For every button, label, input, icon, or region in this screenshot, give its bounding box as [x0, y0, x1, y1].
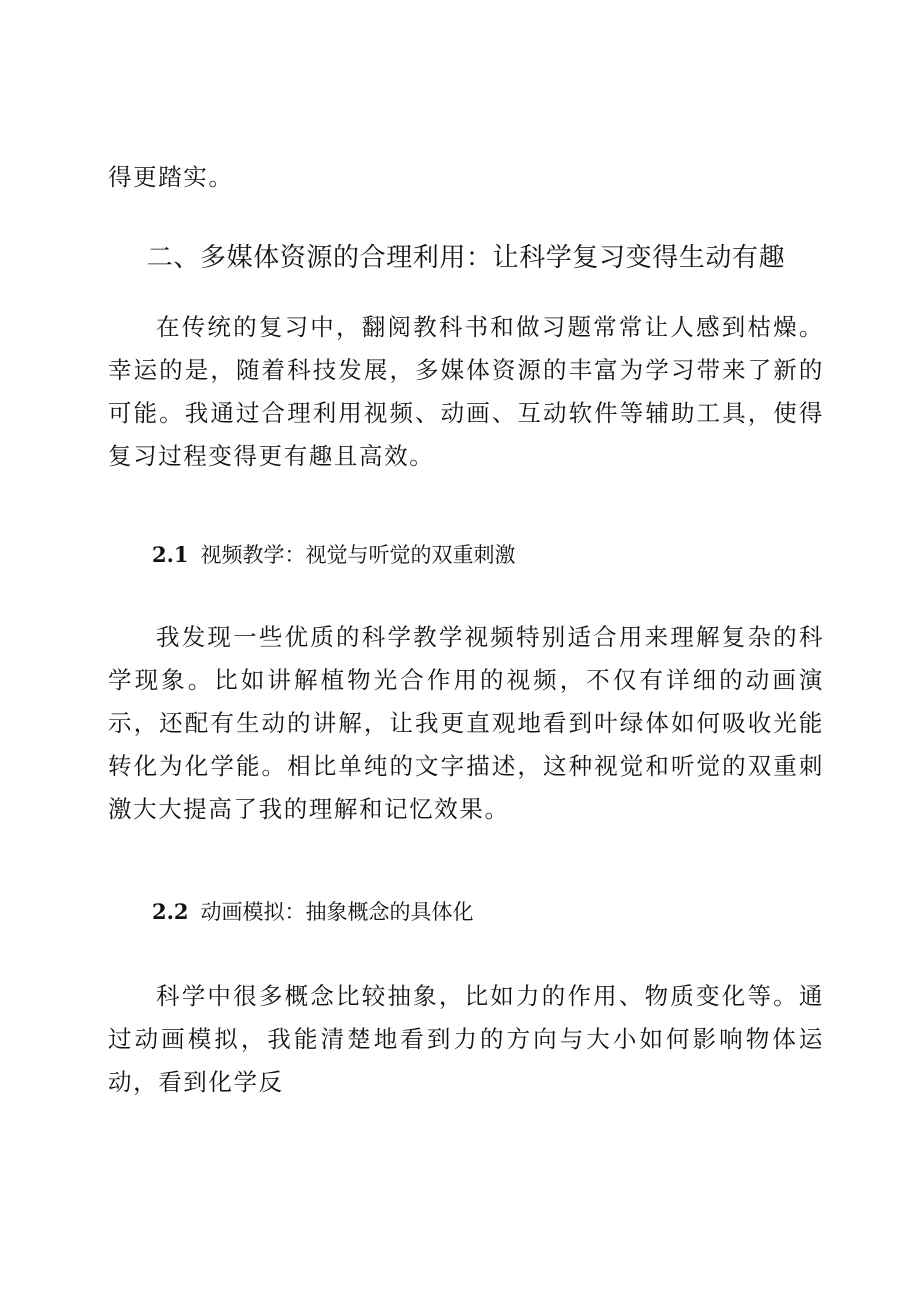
subsection-heading-2-1	[152, 540, 516, 570]
subsection-2-2-paragraph: 科学中很多概念比较抽象，比如力的作用、物质变化等。通过动画模拟，我能清楚地看到力的方向与大小如何影响物体运动，看到化学反	[108, 982, 824, 1096]
subsection-heading-2-2	[152, 897, 474, 927]
subsection-number: 2.1	[152, 542, 189, 567]
subsection-title: 动画模拟：抽象概念的具体化	[200, 900, 474, 924]
subsection-title: 视频教学：视觉与听觉的双重刺激	[200, 543, 516, 567]
section-heading: 二、多媒体资源的合理利用：让科学复习变得生动有趣	[146, 243, 786, 273]
continuation-paragraph: 得更踏实。	[108, 163, 234, 191]
subsection-number: 2.2	[152, 899, 189, 924]
subsection-2-1-paragraph: 我发现一些优质的科学教学视频特别适合用来理解复杂的科学现象。比如讲解植物光合作用的视频，不仅有详细的动画演示，还配有生动的讲解，让我更直观地看到叶绿体如何吸收光能转化为化学能。相比单纯的文字描述，这种视觉和听觉的双重刺激大大提高了我的理解和记忆效果。	[108, 623, 824, 823]
section-intro-paragraph: 在传统的复习中，翻阅教科书和做习题常常让人感到枯燥。幸运的是，随着科技发展，多媒体资源的丰富为学习带来了新的可能。我通过合理利用视频、动画、互动软件等辅助工具，使得复习过程变得更有趣且高效。	[108, 313, 824, 470]
